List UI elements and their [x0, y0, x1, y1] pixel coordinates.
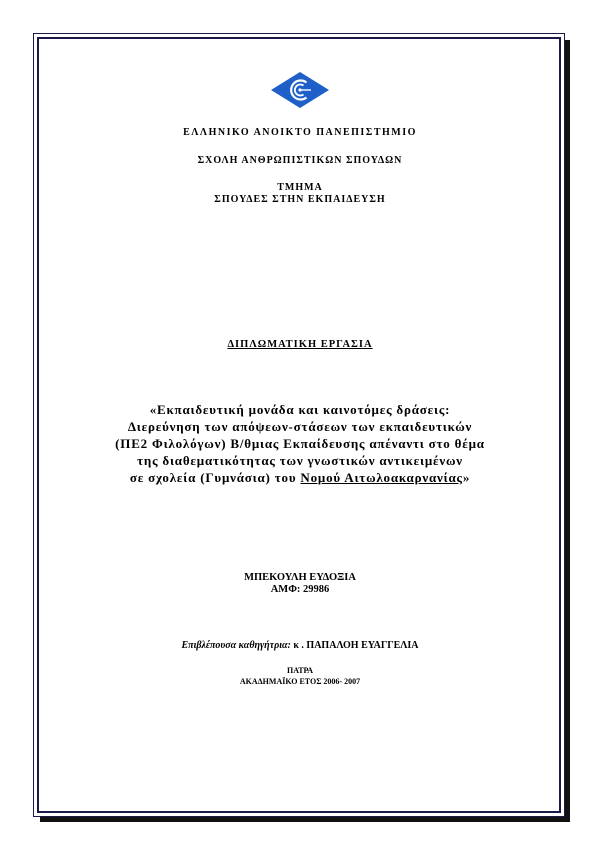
academic-year: ΑΚΑΔΗΜΑΪΚΟ ΕΤΟΣ 2006- 2007	[239, 677, 361, 686]
author-name: ΜΠΕΚΟΥΛΗ ΕΥΔΟΞΙΑ	[244, 572, 356, 583]
title-line-4: της διαθεματικότητας των γνωστικών αντικειμένων	[137, 453, 463, 468]
supervisor-label: Επιβλέπουσα καθηγήτρια:	[181, 640, 291, 651]
title-line-5-prefix: σε σχολεία (Γυμνάσια) του	[129, 470, 301, 485]
city: ΠΑΤΡΑ	[286, 666, 314, 675]
university-logo-icon	[270, 71, 330, 109]
title-line-2: Διερεύνηση των απόψεων-στάσεων των εκπαιδευτικών	[127, 419, 473, 434]
document-type: ΔΙΠΛΩΜΑΤΙΚΗ ΕΡΓΑΣΙΑ	[227, 339, 373, 350]
title-line-5-suffix: »	[462, 470, 471, 485]
supervisor-line	[40, 640, 560, 651]
title-line-1: «Εκπαιδευτική μονάδα και καινοτόμες δράσεις:	[149, 402, 451, 417]
university-name: ΕΛΛΗΝΙΚΟ ΑΝΟΙΚΤΟ ΠΑΝΕΠΙΣΤΗΜΙΟ	[183, 127, 417, 138]
department-label: ΤΜΗΜΑ	[277, 182, 323, 193]
department-name: ΣΠΟΥΔΕΣ ΣΤΗΝ ΕΚΠΑΙΔΕΥΣΗ	[214, 194, 386, 205]
author-id: ΑΜΦ: 29986	[270, 584, 330, 595]
title-line-3: (ΠΕ2 Φιλολόγων) Β/θμιας Εκπαίδευσης απέναντι στο θέμα	[115, 436, 485, 451]
school-name: ΣΧΟΛΗ ΑΝΘΡΩΠΙΣΤΙΚΩΝ ΣΠΟΥΔΩΝ	[197, 155, 403, 166]
title-line-5	[40, 470, 560, 486]
frame-shadow-right	[565, 40, 570, 822]
supervisor-name: κ . ΠΑΠΑΛΟΗ ΕΥΑΓΓΕΛΙΑ	[290, 640, 419, 651]
frame-shadow-bottom	[40, 817, 570, 822]
title-region-name: Νομού Αιτωλοακαρνανίας	[300, 470, 463, 485]
